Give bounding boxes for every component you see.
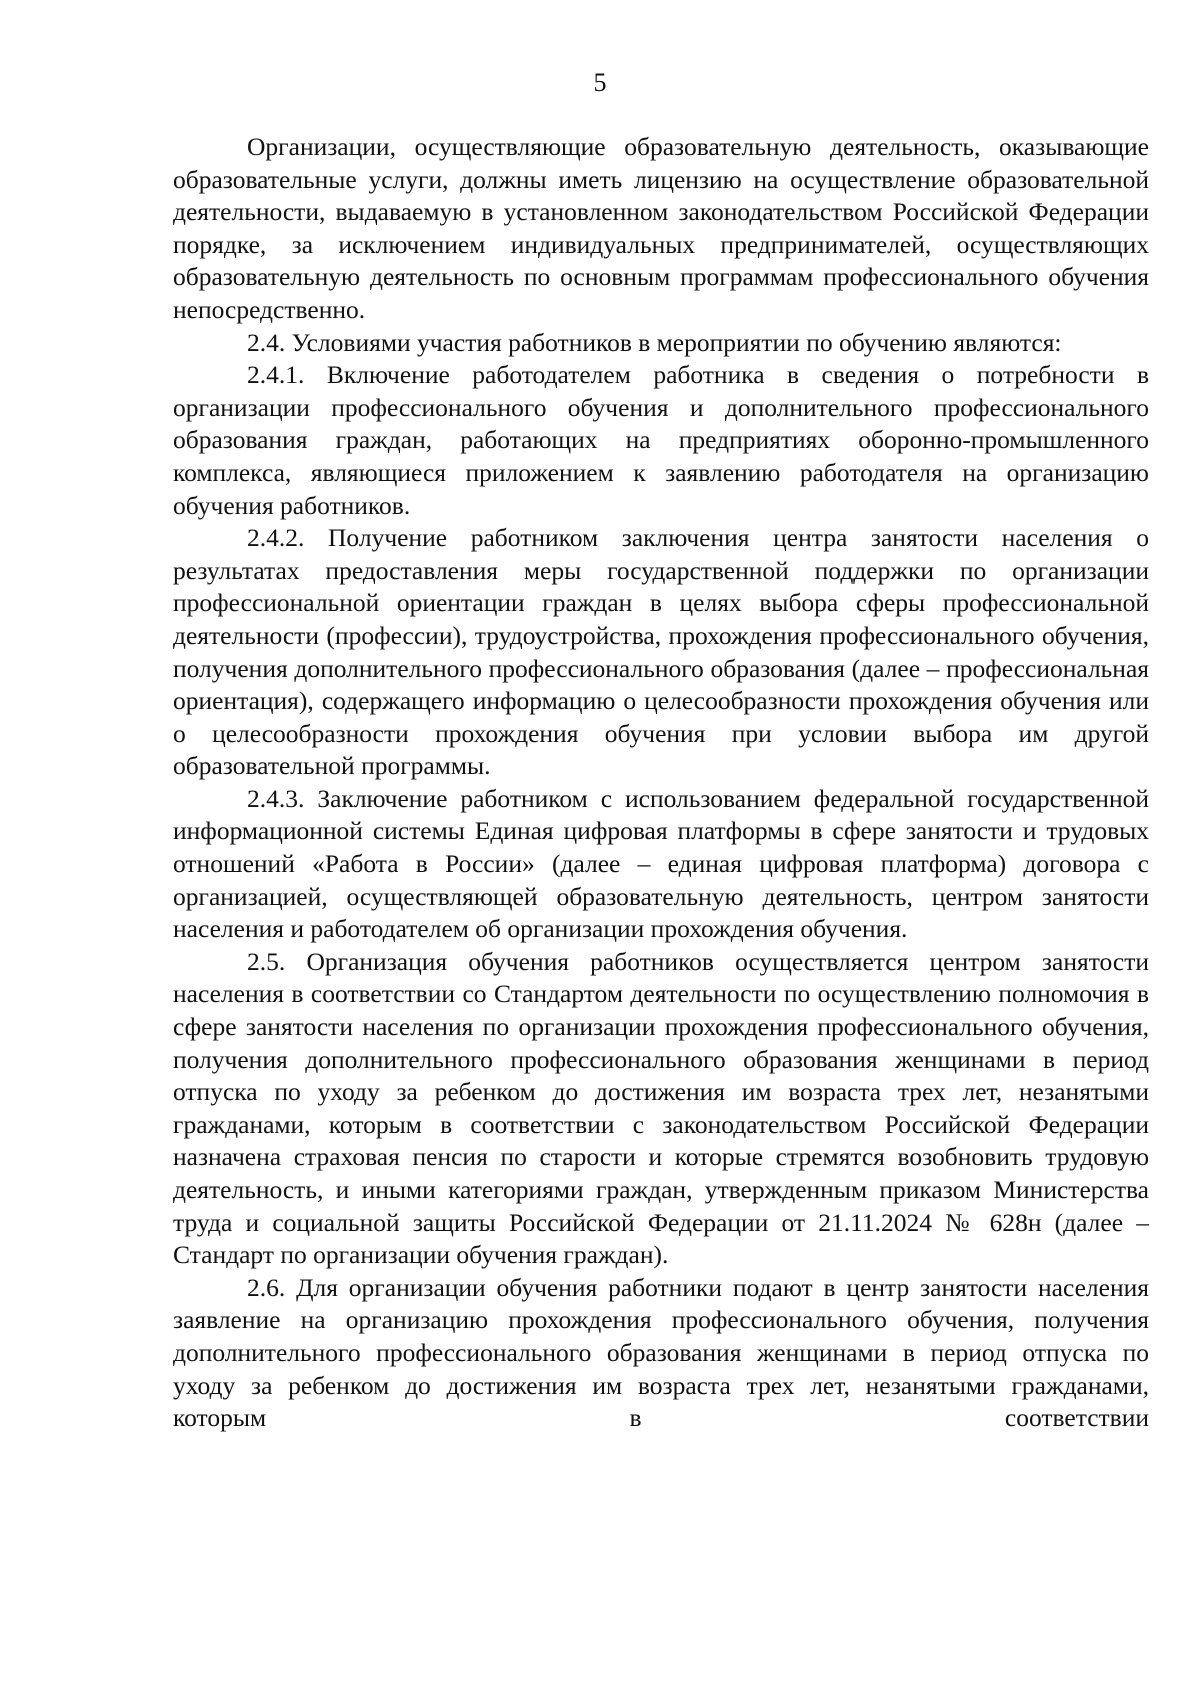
paragraph-licensing: Организации, осуществляющие образовательную деятельность, оказывающие образовательные услуги, должны иметь лицензию на осуществление образовательной деятельности, выдаваемую в установленном законодательством Российской Федерации порядке, за исключением индивидуальных предпринимателей, осуществляющих образовательную деятельность по основным программам профессионального обучения непосредственно. <box>173 132 1149 324</box>
paragraph-2-6: 2.6. Для организации обучения работники подают в центр занятости населения заявление на организацию прохождения профессионального обучения, получения дополнительного профессионального образования женщинами в период отпуска по уходу за ребенком до достижения им возраста трех лет, незанятыми гражданами, которым в соответствии <box>173 1272 1149 1433</box>
document-body <box>173 131 1149 1435</box>
paragraph-2-4-1: 2.4.1. Включение работодателем работника в сведения о потребности в организации профессионального обучения и дополнительного профессионального образования граждан, работающих на предприятиях оборонно-промышленного комплекса, являющиеся приложением к заявлению работодателя на организацию обучения работников. <box>173 360 1149 520</box>
paragraph-2-5: 2.5. Организация обучения работников осуществляется центром занятости населения в соответствии со Стандартом деятельности по осуществлению полномочия в сфере занятости населения по организации прохождения профессионального обучения, получения дополнительного профессионального образования женщинами в период отпуска по уходу за ребенком до достижения им возраста трех лет, незанятыми гражданами, которым в соответствии с законодательством Российской Федерации назначена страховая пенсия по старости и которые стремятся возобновить трудовую деятельность, и иными категориями граждан, утвержденным приказом Министерства труда и социальной защиты Российской Федерации от 21.11.2024 № 628н (далее – Стандарт по организации обучения граждан). <box>173 946 1149 1270</box>
paragraph-2-4-2: 2.4.2. Получение работником заключения центра занятости населения о результатах предоставления меры государственной поддержки по организации профессиональной ориентации граждан в целях выбора сферы профессиональной деятельности (профессии), трудоустройства, прохождения профессионального обучения, получения дополнительного профессионального образования (далее – профессиональная ориентация), содержащего информацию о целесообразности прохождения обучения или о целесообразности прохождения обучения при условии выбора им другой образовательной программы. <box>173 523 1149 781</box>
paragraph-2-4-3: 2.4.3. Заключение работником с использованием федеральной государственной информационной системы Единая цифровая платформы в сфере занятости и трудовых отношений «Работа в России» (далее – единая цифровая платформа) договора с организацией, осуществляющей образовательную деятельность, центром занятости населения и работодателем об организации прохождения обучения. <box>173 783 1149 944</box>
paragraph-2-4: 2.4. Условиями участия работников в мероприятии по обучению являются: <box>247 327 1062 357</box>
page-number: 5 <box>593 68 607 97</box>
